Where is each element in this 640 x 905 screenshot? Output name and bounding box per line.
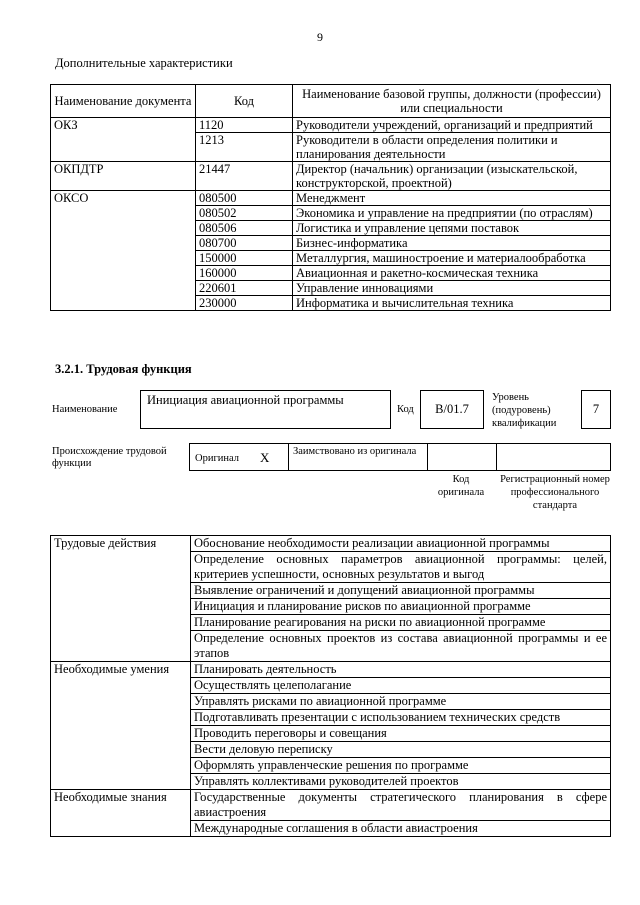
table-row (51, 162, 611, 191)
name-cell: Директор (начальник) организации (изыскательской, конструкторской, проектной) (293, 162, 611, 191)
origin-label: Происхождение трудовой функции (52, 446, 167, 469)
item-cell: Управлять коллективами руководителей проектов (191, 774, 611, 790)
item-cell: Государственные документы стратегического планирования в сфере авиастроения (191, 790, 611, 821)
qualification-level-field: 7 (581, 390, 611, 429)
name-cell: Руководители в области определения политики и планирования деятельности (293, 133, 611, 162)
doc-cell: ОКЗ (51, 118, 196, 162)
table-row (51, 118, 611, 133)
item-cell: Планирование реагирования на риски по авиационной программе (191, 615, 611, 631)
extra-characteristics-title: Дополнительные характеристики (55, 56, 233, 70)
code-cell: 220601 (196, 281, 293, 296)
name-cell: Управление инновациями (293, 281, 611, 296)
code-cell: 150000 (196, 251, 293, 266)
item-cell: Вести деловую переписку (191, 742, 611, 758)
item-cell: Выявление ограничений и допущений авиационной программы (191, 583, 611, 599)
item-cell: Управлять рисками по авиационной программе (191, 694, 611, 710)
item-cell: Определение основных проектов из состава авиационной программы и ее этапов (191, 631, 611, 662)
labor-function-title: 3.2.1. Трудовая функция (55, 362, 192, 376)
item-cell: Подготавливать презентации с использованием технических средств (191, 710, 611, 726)
function-code-field: B/01.7 (420, 390, 484, 429)
name-cell: Руководители учреждений, организаций и предприятий (293, 118, 611, 133)
table-row (51, 790, 611, 821)
header-doc: Наименование документа (51, 85, 196, 118)
doc-cell: ОКПДТР (51, 162, 196, 191)
name-cell: Экономика и управление на предприятии (по отраслям) (293, 206, 611, 221)
item-cell: Определение основных параметров авиационной программы: целей, критериев успешности, основных результатов и выгод (191, 552, 611, 583)
header-name: Наименование базовой группы, должности (профессии) или специальности (293, 85, 611, 118)
original-label: Оригинал (195, 453, 239, 464)
section-label-cell: Необходимые умения (51, 662, 191, 790)
table-row (51, 662, 611, 678)
item-cell: Проводить переговоры и совещания (191, 726, 611, 742)
level-label: Уровень (подуровень) квалификации (492, 392, 557, 429)
code-cell: 080502 (196, 206, 293, 221)
table-row (51, 536, 611, 552)
origin-box (189, 443, 611, 471)
name-cell: Менеджмент (293, 191, 611, 206)
code-cell: 230000 (196, 296, 293, 311)
item-cell: Планировать деятельность (191, 662, 611, 678)
code-cell: 21447 (196, 162, 293, 191)
borrowed-label: Заимствовано из оригинала (293, 446, 417, 457)
name-cell: Логистика и управление цепями поставок (293, 221, 611, 236)
code-cell: 080500 (196, 191, 293, 206)
function-name-field: Инициация авиационной программы (140, 390, 391, 429)
actions-skills-knowledge-table (50, 535, 611, 837)
name-cell: Информатика и вычислительная техника (293, 296, 611, 311)
section-label-cell: Трудовые действия (51, 536, 191, 662)
code-label: Код (397, 404, 414, 415)
code-cell: 080506 (196, 221, 293, 236)
section-label-cell: Необходимые знания (51, 790, 191, 837)
header-code: Код (196, 85, 293, 118)
code-cell: 1213 (196, 133, 293, 162)
name-cell: Бизнес-информатика (293, 236, 611, 251)
reg-number-caption: Регистрационный номер профессионального стандарта (500, 474, 610, 511)
classification-table (50, 84, 611, 311)
name-cell: Авиационная и ракетно-космическая техника (293, 266, 611, 281)
item-cell: Обоснование необходимости реализации авиационной программы (191, 536, 611, 552)
item-cell: Инициация и планирование рисков по авиационной программе (191, 599, 611, 615)
item-cell: Осуществлять целеполагание (191, 678, 611, 694)
code-original-caption: Код оригинала (437, 474, 485, 498)
original-mark: X (260, 450, 270, 465)
table-row (51, 191, 611, 206)
item-cell: Международные соглашения в области авиастроения (191, 821, 611, 837)
name-cell: Металлургия, машиностроение и материалообработка (293, 251, 611, 266)
page-number: 9 (317, 30, 323, 44)
code-cell: 1120 (196, 118, 293, 133)
code-cell: 080700 (196, 236, 293, 251)
name-label: Наименование (52, 404, 118, 415)
item-cell: Оформлять управленческие решения по программе (191, 758, 611, 774)
code-cell: 160000 (196, 266, 293, 281)
doc-cell: ОКСО (51, 191, 196, 311)
